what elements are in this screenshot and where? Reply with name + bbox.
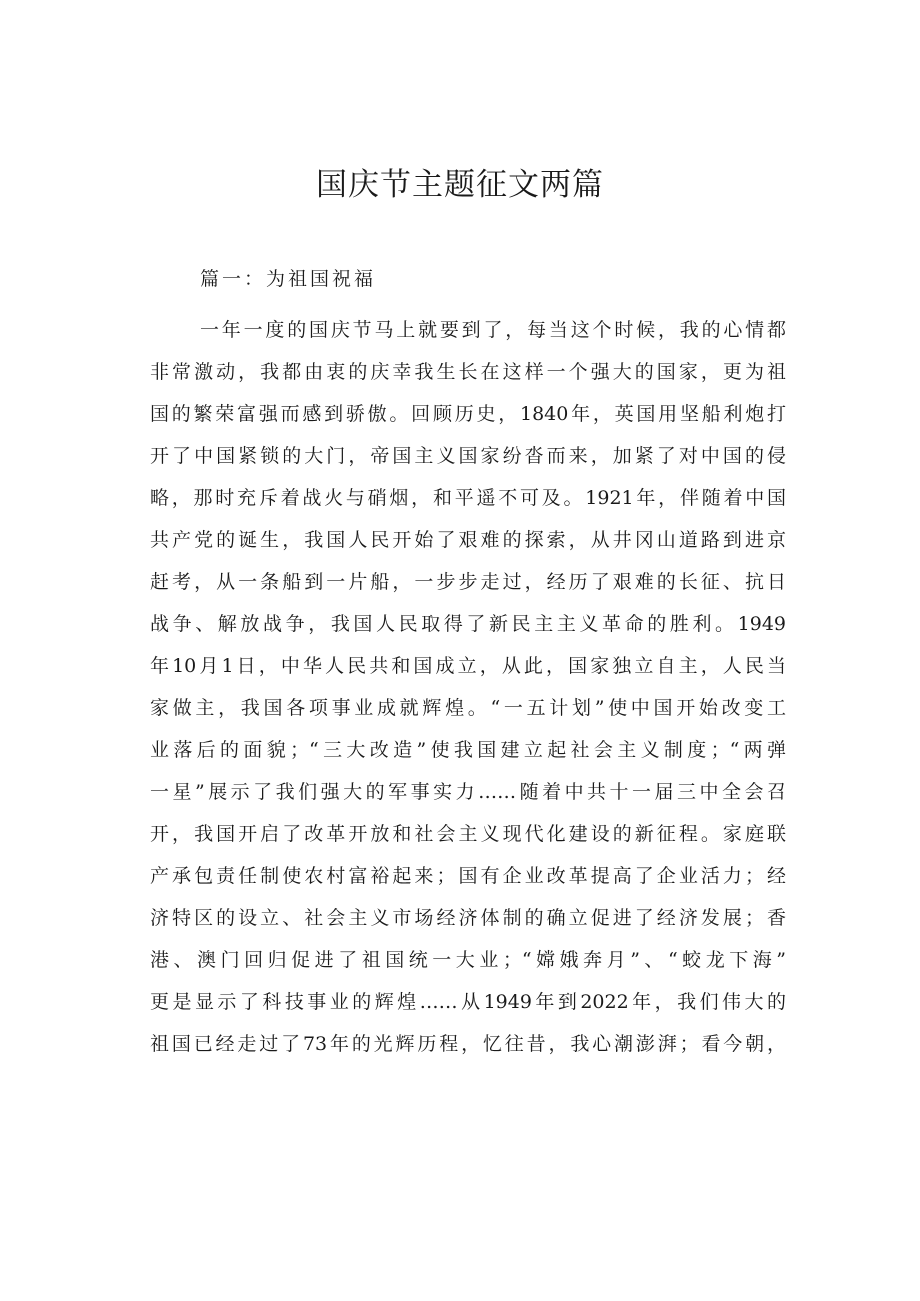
paragraph-line: 一星”展示了我们强大的军事实力……随着中共十一届三中全会召	[150, 781, 786, 803]
paragraph-line: 赶考，从一条船到一片船，一步步走过，经历了艰难的长征、抗日	[150, 571, 786, 593]
paragraph-line: 一年一度的国庆节马上就要到了，每当这个时候，我的心情都	[200, 319, 786, 341]
paragraph-line: 战争、解放战争，我国人民取得了新民主主义革命的胜利。1949	[150, 613, 786, 635]
paragraph-line: 非常激动，我都由衷的庆幸我生长在这样一个强大的国家，更为祖	[150, 361, 786, 383]
paragraph-line: 业落后的面貌；“三大改造”使我国建立起社会主义制度；“两弹	[150, 739, 786, 761]
body-paragraph	[150, 309, 786, 1065]
paragraph-line: 济特区的设立、社会主义市场经济体制的确立促进了经济发展；香	[150, 907, 786, 929]
paragraph-line: 共产党的诞生，我国人民开始了艰难的探索，从井冈山道路到进京	[150, 529, 786, 551]
paragraph-line: 开了中国紧锁的大门，帝国主义国家纷沓而来，加紧了对中国的侵	[150, 445, 786, 467]
paragraph-line: 年10月1日，中华人民共和国成立，从此，国家独立自主，人民当	[150, 655, 786, 677]
document-title: 国庆节主题征文两篇	[316, 167, 604, 203]
paragraph-line: 更是显示了科技事业的辉煌……从1949年到2022年，我们伟大的	[150, 991, 786, 1013]
paragraph-line: 家做主，我国各项事业成就辉煌。“一五计划”使中国开始改变工	[150, 697, 786, 719]
paragraph-line: 开，我国开启了改革开放和社会主义现代化建设的新征程。家庭联	[150, 823, 786, 845]
paragraph-line: 国的繁荣富强而感到骄傲。回顾历史，1840年，英国用坚船利炮打	[150, 403, 786, 425]
paragraph-line: 产承包责任制使农村富裕起来；国有企业改革提高了企业活力；经	[150, 865, 786, 887]
paragraph-line: 略，那时充斥着战火与硝烟，和平遥不可及。1921年，伴随着中国	[150, 487, 786, 509]
paragraph-line: 祖国已经走过了73年的光辉历程，忆往昔，我心潮澎湃；看今朝，	[150, 1033, 786, 1055]
section-heading: 篇一：为祖国祝福	[200, 268, 377, 290]
paragraph-line: 港、澳门回归促进了祖国统一大业；“嫦娥奔月”、“蛟龙下海”	[150, 949, 786, 971]
